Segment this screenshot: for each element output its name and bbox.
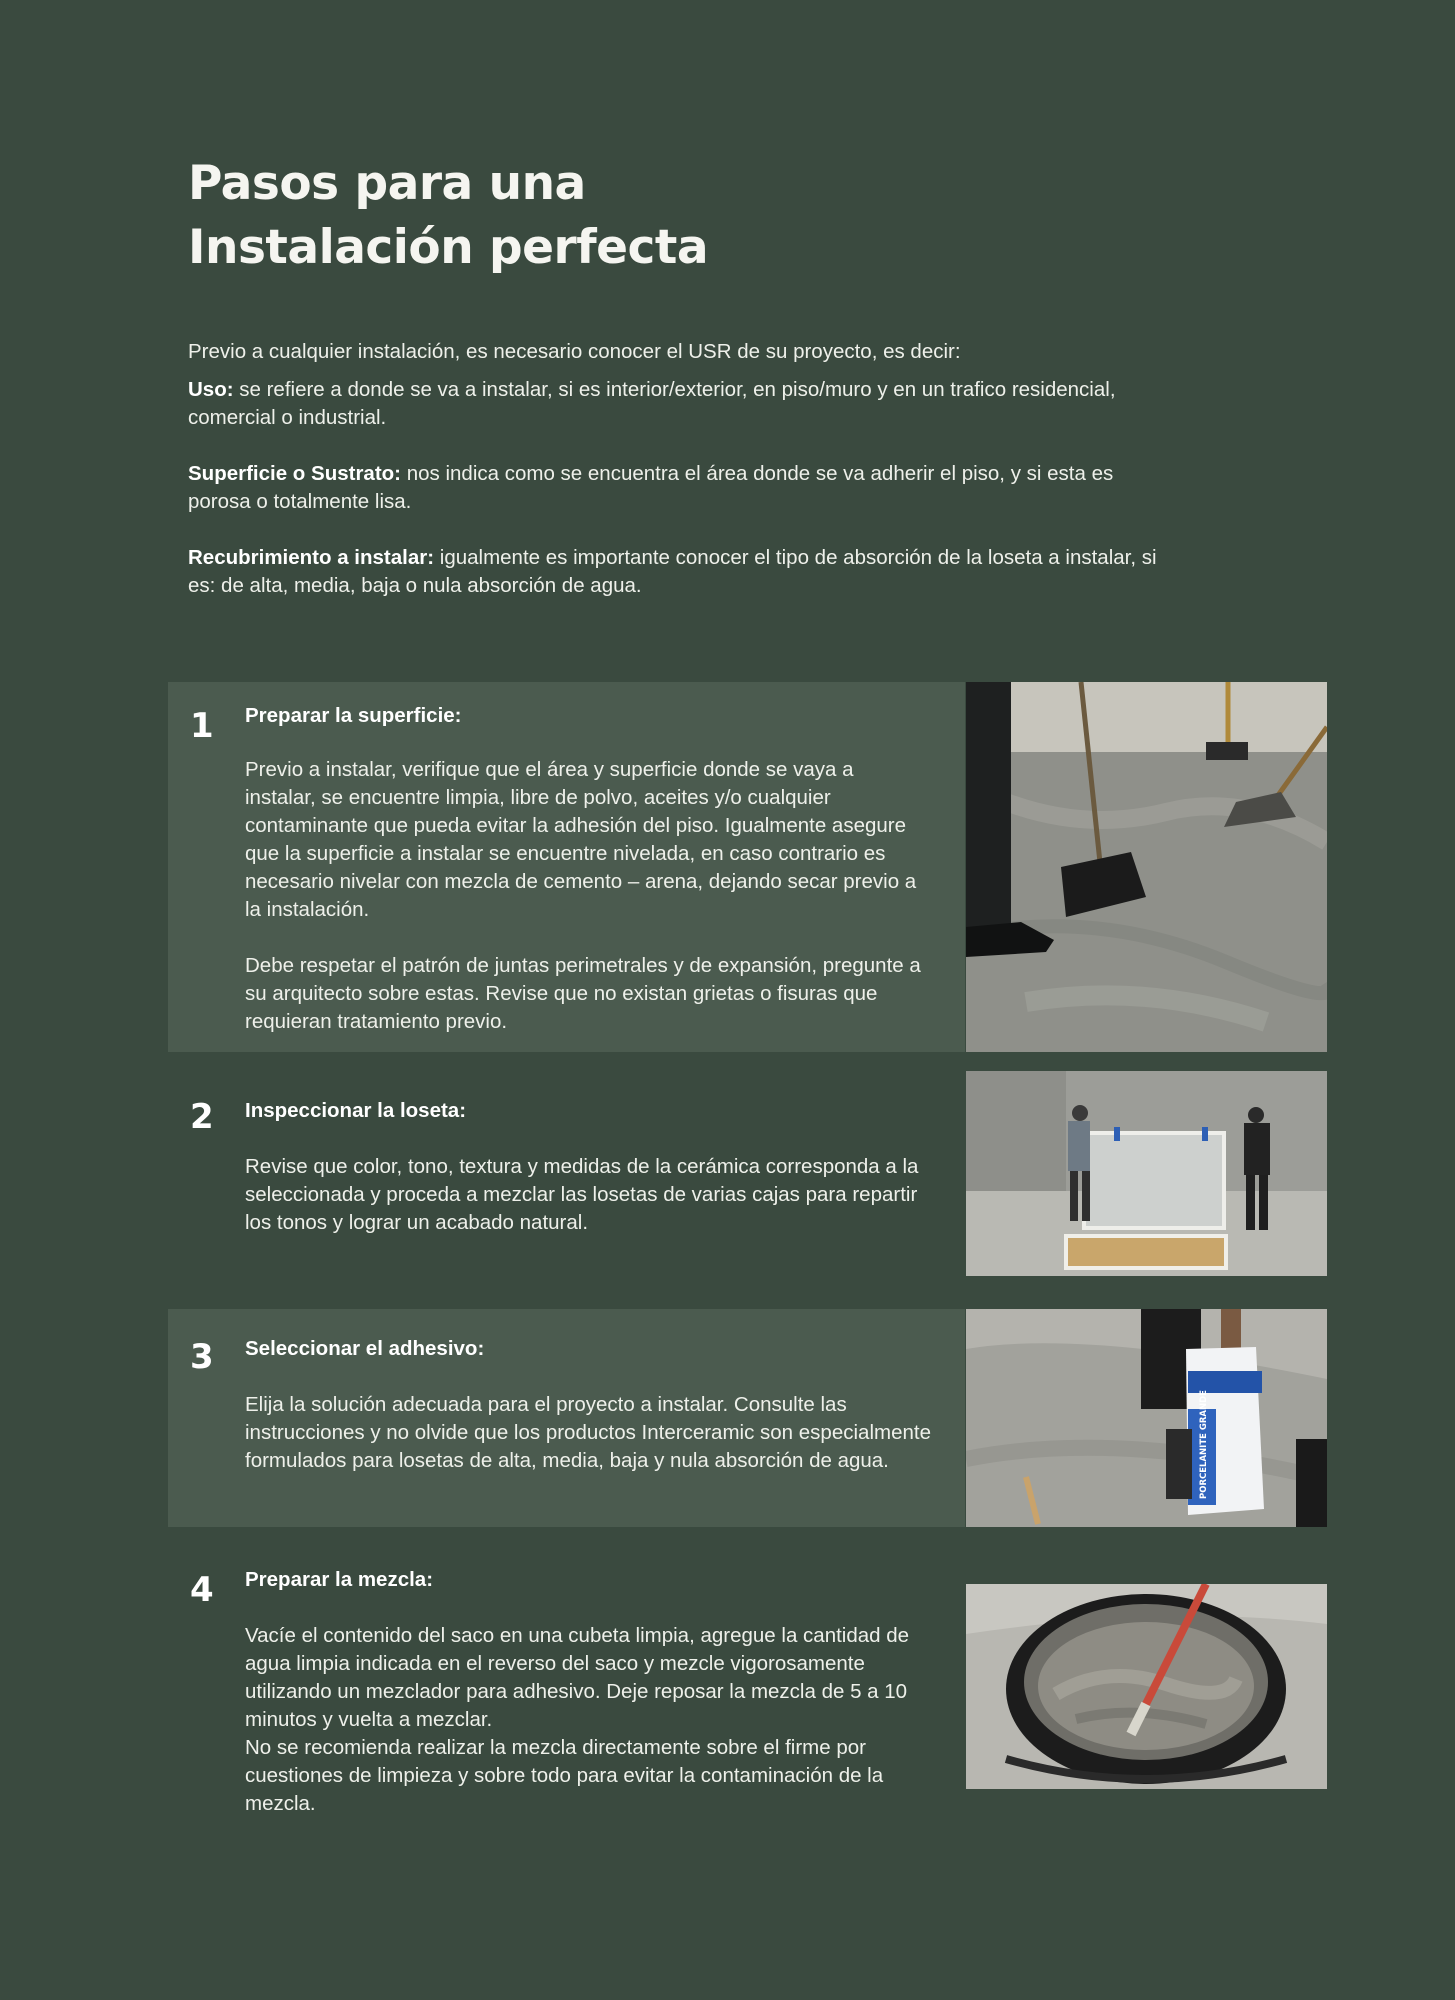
definition-superficie-label: Superficie o Sustrato: [188,462,402,485]
step-2 [168,1071,965,1276]
step-4 [168,1546,965,1836]
photo-sweeping-floor [966,682,1327,1052]
definition-uso [188,376,1168,432]
step-body [245,1622,945,1818]
definition-uso-label: Uso: [188,378,234,401]
step-number: 1 [190,706,214,746]
step-number: 4 [190,1570,214,1610]
step-paragraph: Elija la solución adecuada para el proyecto a instalar. Consulte las instrucciones y no olvide que los productos Interceramic son especialmente formulados para losetas de alta, media, baja y nula absorción de agua. [245,1393,931,1472]
title-line-2: Instalación perfecta [188,220,709,275]
step-number: 2 [190,1097,214,1137]
definition-recubrimiento-label: Recubrimiento a instalar: [188,546,435,569]
definition-recubrimiento-text: igualmente es importante conocer el tipo de absorción de la loseta a instalar, si es: de alta, media, baja o nula absorción de agua. [188,546,1157,597]
page-title [188,152,708,280]
bag-label-text: PORCELANITE GRANDE [1199,1390,1209,1499]
step-title: Preparar la superficie: [245,704,462,727]
step-1 [168,682,965,1052]
definition-superficie [188,460,1168,516]
step-paragraph: Debe respetar el patrón de juntas perimetrales y de expansión, pregunte a su arquitecto sobre estas. Revise que no existan grietas o fisuras que requieran tratamiento previo. [245,954,921,1033]
photo-inspecting-tile [966,1071,1327,1276]
definition-superficie-text: nos indica como se encuentra el área donde se va adherir el piso, y si esta es porosa o totalmente lisa. [188,462,1114,513]
definition-recubrimiento [188,544,1168,600]
step-paragraph: Previo a instalar, verifique que el área y superficie donde se vaya a instalar, se encuentre limpia, libre de polvo, aceites y/o cualquier contaminante que pueda evitar la adhesión del piso. Igualmente asegure que la superficie a instalar se encuentre nivelada, en caso contrario es necesario nivelar con mezcla de cemento – arena, dejando secar previo a la instalación. [245,758,917,921]
step-title: Inspeccionar la loseta: [245,1099,467,1122]
step-paragraph: Vacíe el contenido del saco en una cubeta limpia, agregue la cantidad de agua limpia indicada en el reverso del saco y mezcle vigorosamente utilizando un mezclador para adhesivo. Deje reposar la mezcla de 5 a 10 minutos y vuelta a mezclar. [245,1624,910,1731]
step-body [245,1391,945,1475]
step-title: Seleccionar el adhesivo: [245,1337,485,1360]
title-line-1: Pasos para una [188,156,586,211]
intro-section [188,338,1168,628]
intro-lead: Previo a cualquier instalación, es necesario conocer el USR de su proyecto, es decir: [188,340,961,363]
step-paragraph: No se recomienda realizar la mezcla directamente sobre el firme por cuestiones de limpieza y sobre todo para evitar la contaminación de la mezcla. [245,1736,884,1815]
photo-mixing-bucket [966,1584,1327,1789]
step-body [245,1153,945,1237]
step-3 [168,1309,965,1527]
step-title: Preparar la mezcla: [245,1568,434,1591]
step-number: 3 [190,1337,214,1377]
photo-adhesive-bag [966,1309,1327,1527]
step-paragraph: Revise que color, tono, textura y medidas de la cerámica corresponda a la seleccionada y proceda a mezclar las losetas de varias cajas para repartir los tonos y lograr un acabado natural. [245,1155,919,1234]
step-body [245,756,925,1036]
definition-uso-text: se refiere a donde se va a instalar, si es interior/exterior, en piso/muro y en un trafico residencial, comercial o industrial. [188,378,1116,429]
